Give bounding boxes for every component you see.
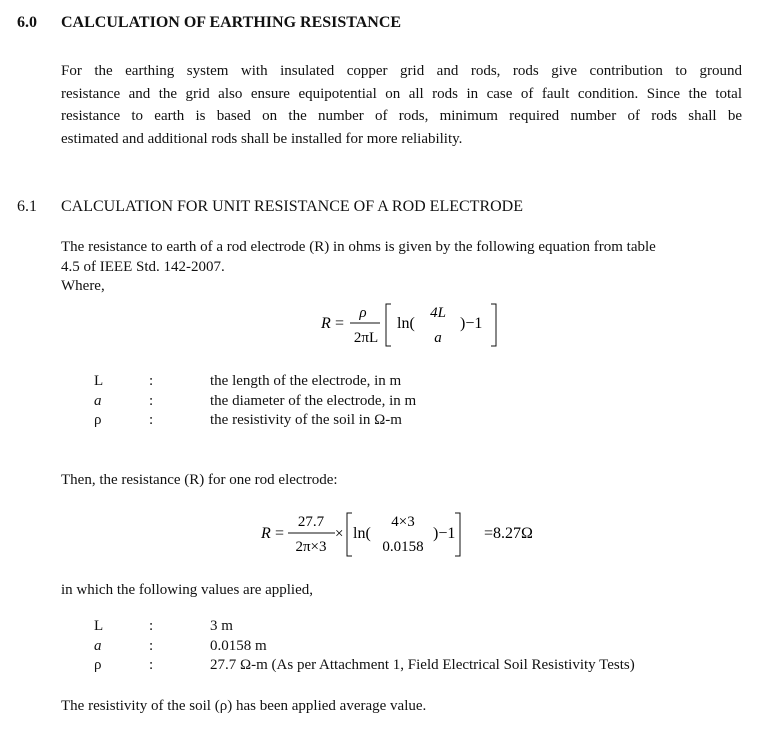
calc-ln: ln( xyxy=(353,525,371,542)
value-text-a: 0.0158 m xyxy=(210,638,267,654)
calc-inner-denominator: 0.0158 xyxy=(382,539,424,555)
formula-inner-denominator: a xyxy=(434,330,442,346)
intro-line-2: resistance and the grid also ensure equipotential on all rods in case of fault condition. Since the total xyxy=(61,85,742,102)
calc-equals: = xyxy=(275,525,285,542)
intro-paragraph xyxy=(61,60,742,150)
description-line-2: 4.5 of IEEE Std. 142-2007. xyxy=(61,259,225,275)
values-intro: in which the following values are applied, xyxy=(61,582,314,598)
value-text-rho: 27.7 Ω-m (As per Attachment 1, Field Electrical Soil Resistivity Tests) xyxy=(210,657,635,673)
footer-note: The resistivity of the soil (ρ) has been applied average value. xyxy=(61,698,427,714)
formula-equals: = xyxy=(335,315,345,332)
value-colon-2: : xyxy=(149,638,154,654)
formula-numerator: ρ xyxy=(359,305,367,321)
formula-inner-numerator: 4L xyxy=(430,305,446,321)
value-text-L: 3 m xyxy=(210,618,233,634)
value-colon-3: : xyxy=(149,657,154,673)
value-symbol-a: a xyxy=(94,638,102,654)
intro-line-3: resistance to earth is based on the number of rods, minimum required number of rods shall be xyxy=(61,108,742,124)
calculation-formula xyxy=(255,504,555,564)
calc-numerator: 27.7 xyxy=(297,514,325,530)
def-colon-1: : xyxy=(149,373,154,389)
section-title-6-1: CALCULATION FOR UNIT RESISTANCE OF A ROD ELECTRODE xyxy=(61,198,523,215)
calc-left-bracket xyxy=(347,513,352,556)
calc-lhs: R xyxy=(261,525,271,542)
section-number-6-0: 6.0 xyxy=(17,14,37,31)
formula-denominator: 2πL xyxy=(353,330,379,346)
formula-ln: ln( xyxy=(397,315,415,332)
def-text-a: the diameter of the electrode, in m xyxy=(210,393,417,409)
where-label: Where, xyxy=(61,278,105,294)
calc-tail: )−1 xyxy=(433,525,456,542)
formula-right-bracket xyxy=(491,304,496,346)
def-symbol-a: a xyxy=(94,393,102,409)
value-symbol-rho: ρ xyxy=(94,657,102,673)
intro-line-1: For the earthing system with insulated copper grid and rods, rods give contribution to ground xyxy=(61,63,742,79)
def-symbol-L: L xyxy=(94,373,104,389)
then-text: Then, the resistance (R) for one rod electrode: xyxy=(61,472,338,488)
value-symbol-L: L xyxy=(94,618,104,634)
def-text-rho: the resistivity of the soil in Ω-m xyxy=(210,412,402,428)
value-colon-1: : xyxy=(149,618,154,634)
intro-line-4: estimated and additional rods shall be installed for more reliability. xyxy=(61,130,463,147)
description-line-1: The resistance to earth of a rod electrode (R) in ohms is given by the following equation from table xyxy=(61,239,656,255)
section-number-6-1: 6.1 xyxy=(17,198,37,215)
calc-result: =8.27Ω xyxy=(484,525,533,542)
def-symbol-rho: ρ xyxy=(94,412,102,428)
def-colon-3: : xyxy=(149,412,154,428)
resistance-formula xyxy=(310,298,520,354)
formula-tail: )−1 xyxy=(460,315,483,332)
def-text-L: the length of the electrode, in m xyxy=(210,373,402,389)
section-title-6-0: CALCULATION OF EARTHING RESISTANCE xyxy=(61,14,402,31)
def-colon-2: : xyxy=(149,393,154,409)
calc-denominator: 2π×3 xyxy=(295,539,327,555)
formula-left-bracket xyxy=(386,304,391,346)
calc-inner-numerator: 4×3 xyxy=(391,514,415,530)
calc-right-bracket xyxy=(455,513,460,556)
calc-times: × xyxy=(335,526,344,542)
formula-lhs: R xyxy=(321,315,331,332)
